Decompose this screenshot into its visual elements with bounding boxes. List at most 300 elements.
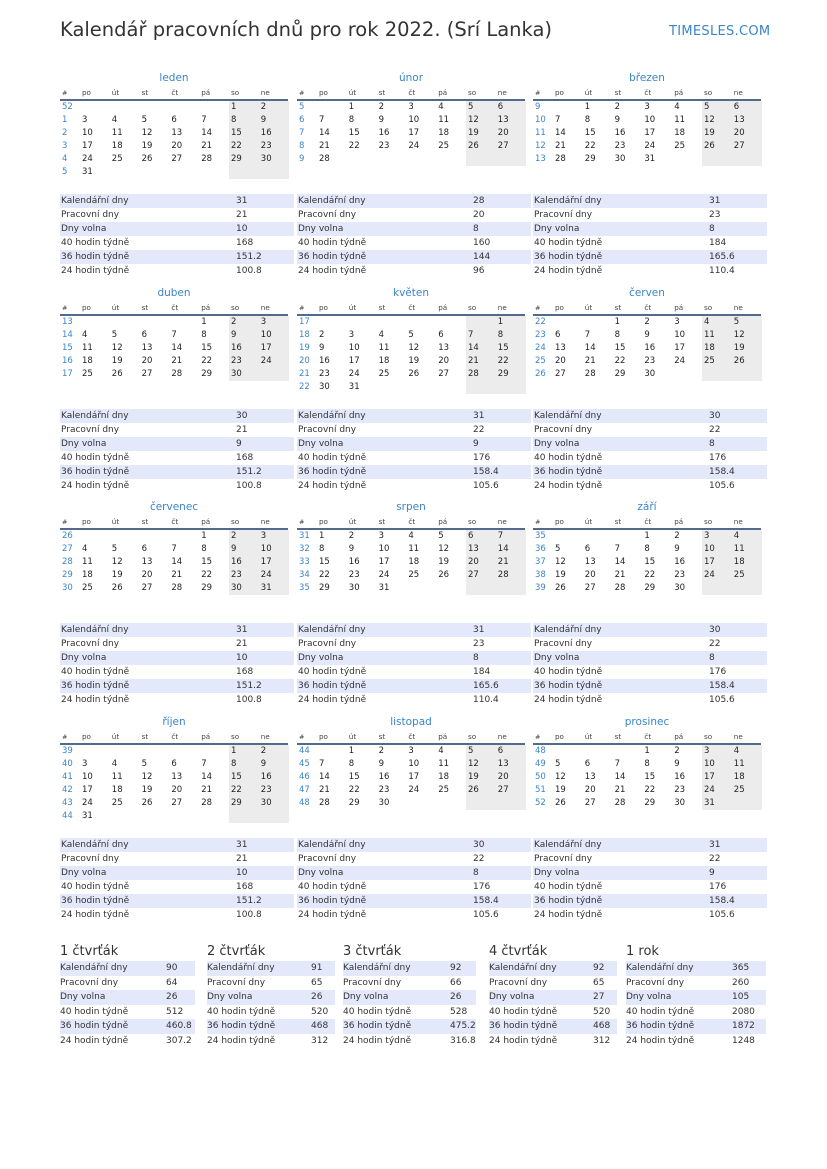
- day-cell: 13: [141, 557, 153, 567]
- day-cell: 26: [732, 355, 762, 368]
- day-cell: 30: [319, 382, 330, 392]
- summary-row: [207, 1005, 335, 1020]
- day-cell: 8: [614, 330, 621, 340]
- summary-value: 2080: [732, 1006, 755, 1017]
- day-cell: 2: [674, 531, 680, 541]
- weekday-header: so: [468, 303, 477, 312]
- stats-row: [60, 852, 294, 866]
- day-cell: 30: [259, 153, 289, 166]
- weekday-header: čt: [171, 732, 179, 741]
- stats-label: Pracovní dny: [61, 854, 120, 864]
- stats-value: 144: [473, 252, 491, 262]
- day-cell: 6: [584, 544, 591, 554]
- day-cell: 23: [348, 570, 360, 580]
- week-number: 26: [62, 531, 73, 541]
- weekday-header: pá: [438, 88, 448, 97]
- summary-label: 24 hodin týdně: [60, 1035, 129, 1046]
- brand-link[interactable]: TIMESLES.COM: [669, 24, 771, 39]
- day-cell: 2: [348, 531, 355, 541]
- week-row: [533, 543, 761, 556]
- week-number: 36: [535, 544, 546, 554]
- month-stats-table: [533, 194, 767, 278]
- day-cell: [169, 745, 199, 758]
- weekday-header: po: [555, 732, 564, 741]
- stats-row: [297, 479, 531, 493]
- stats-value: 21: [236, 425, 248, 435]
- weekday-header: st: [141, 303, 149, 312]
- day-cell: 9: [259, 114, 289, 127]
- week-number: 34: [299, 570, 310, 580]
- summary-value: 1248: [732, 1035, 755, 1046]
- day-cell: 15: [614, 343, 626, 353]
- day-cell: [466, 381, 496, 394]
- day-cell: 7: [319, 115, 325, 125]
- day-cell: [496, 153, 526, 166]
- stats-row: [533, 236, 767, 250]
- summary-value: 26: [311, 992, 323, 1003]
- weekday-header: ne: [497, 732, 507, 741]
- weekday-header: so: [231, 517, 240, 526]
- stats-row: [533, 880, 767, 894]
- stats-value: 105.6: [709, 910, 735, 920]
- week-row: [60, 745, 288, 758]
- weekday-header: #: [62, 518, 68, 526]
- stats-row: [60, 208, 294, 222]
- day-cell: 28: [319, 798, 330, 808]
- stats-row: [533, 222, 767, 236]
- day-cell: 18: [111, 785, 123, 795]
- day-cell: 20: [732, 127, 762, 140]
- summary-row: [343, 1005, 476, 1020]
- week-row: [533, 316, 761, 329]
- stats-row: [297, 236, 531, 250]
- day-cell: 2: [644, 317, 650, 327]
- week-row: [533, 329, 761, 342]
- day-cell: 23: [229, 569, 259, 582]
- stats-row: [60, 437, 294, 451]
- day-cell: 9: [644, 330, 650, 340]
- stats-row: [297, 222, 531, 236]
- week-number: 39: [535, 583, 546, 593]
- day-cell: 12: [408, 343, 420, 353]
- day-cell: 18: [438, 128, 450, 138]
- month-name: srpen: [396, 501, 426, 513]
- weekday-header: st: [378, 88, 386, 97]
- stats-label: 40 hodin týdně: [61, 667, 130, 677]
- stats-row: [297, 665, 531, 679]
- day-cell: [259, 810, 289, 823]
- week-number: 11: [535, 128, 546, 138]
- day-cell: 27: [141, 369, 153, 379]
- day-cell: 16: [674, 557, 686, 567]
- day-cell: 12: [702, 114, 732, 127]
- weekday-header: po: [319, 517, 328, 526]
- week-number: 46: [299, 772, 310, 782]
- weekday-header-row: [533, 516, 761, 530]
- day-cell: 10: [259, 543, 289, 556]
- day-cell: 27: [584, 798, 596, 808]
- day-cell: 6: [584, 759, 591, 769]
- summary-block-1: [60, 943, 195, 1049]
- day-cell: 25: [438, 785, 450, 795]
- day-cell: 12: [555, 772, 566, 782]
- stats-value: 105.6: [473, 910, 499, 920]
- day-cell: 2: [614, 102, 621, 112]
- stats-row: [297, 838, 531, 852]
- month-stats-table: [297, 194, 531, 278]
- stats-row: [60, 894, 294, 908]
- day-cell: 1: [229, 745, 259, 758]
- day-cell: 22: [229, 784, 259, 797]
- month-name: červenec: [149, 501, 199, 513]
- day-cell: 5: [141, 115, 148, 125]
- day-cell: 14: [614, 557, 626, 567]
- day-cell: 19: [466, 771, 496, 784]
- day-cell: 15: [348, 128, 360, 138]
- stats-value: 31: [709, 840, 721, 850]
- week-number: 25: [535, 356, 546, 366]
- day-cell: [613, 745, 643, 758]
- day-cell: 5: [466, 101, 496, 114]
- day-cell: 9: [229, 329, 259, 342]
- week-row: [297, 797, 525, 810]
- stats-value: 10: [236, 224, 248, 234]
- day-cell: 29: [201, 583, 213, 593]
- month-stats-table: [533, 409, 767, 493]
- weekday-header: so: [468, 732, 477, 741]
- stats-value: 151.2: [236, 896, 262, 906]
- month-name: říjen: [162, 716, 186, 728]
- day-cell: 26: [702, 140, 732, 153]
- day-cell: 2: [674, 746, 680, 756]
- day-cell: 2: [259, 745, 289, 758]
- day-cell: 15: [644, 557, 656, 567]
- day-cell: 8: [644, 759, 650, 769]
- stats-label: 24 hodin týdně: [298, 481, 367, 491]
- week-row: [297, 114, 525, 127]
- day-cell: [672, 153, 702, 166]
- stats-label: 40 hodin týdně: [298, 453, 367, 463]
- day-cell: 28: [466, 368, 496, 381]
- day-cell: 5: [408, 330, 414, 340]
- week-number: 52: [535, 798, 546, 808]
- day-cell: 23: [259, 784, 289, 797]
- stats-row: [533, 208, 767, 222]
- day-cell: 17: [674, 343, 686, 353]
- day-cell: 16: [644, 343, 656, 353]
- stats-label: Kalendářní dny: [298, 625, 366, 635]
- stats-row: [60, 880, 294, 894]
- day-cell: [377, 316, 407, 329]
- day-cell: [347, 153, 377, 166]
- day-cell: 17: [408, 128, 420, 138]
- stats-row: [297, 637, 531, 651]
- day-cell: 22: [644, 785, 656, 795]
- weekday-header: čt: [171, 303, 179, 312]
- summary-block-5: [626, 943, 766, 1049]
- weekday-header: ne: [733, 88, 743, 97]
- day-cell: 22: [644, 570, 656, 580]
- day-cell: 9: [348, 544, 355, 554]
- day-cell: 10: [644, 115, 656, 125]
- summary-table: [343, 961, 476, 1049]
- weekday-header: čt: [644, 303, 652, 312]
- day-cell: 25: [408, 570, 420, 580]
- week-number: 41: [62, 772, 73, 782]
- day-cell: 3: [378, 531, 385, 541]
- stats-row: [533, 451, 767, 465]
- day-cell: 30: [229, 582, 259, 595]
- day-cell: 27: [171, 798, 183, 808]
- day-cell: [436, 153, 466, 166]
- week-row: [297, 543, 525, 556]
- day-cell: [583, 316, 613, 329]
- week-number: 12: [535, 141, 546, 151]
- day-cell: 12: [438, 544, 450, 554]
- weekday-header-row: [60, 302, 288, 316]
- week-number: 33: [299, 557, 310, 567]
- week-row: [533, 127, 761, 140]
- day-cell: 8: [584, 115, 591, 125]
- day-cell: 12: [732, 329, 762, 342]
- month-stats-table: [60, 623, 294, 707]
- summary-label: 36 hodin týdně: [207, 1021, 276, 1032]
- day-cell: 30: [674, 583, 686, 593]
- day-cell: 10: [348, 343, 360, 353]
- day-cell: 30: [259, 797, 289, 810]
- summary-value: 468: [311, 1021, 329, 1032]
- day-cell: 10: [82, 772, 93, 782]
- weekday-header: st: [141, 517, 149, 526]
- day-cell: 23: [614, 141, 626, 151]
- month-stats-table: [60, 838, 294, 922]
- day-cell: 8: [644, 544, 650, 554]
- weekday-header: so: [704, 88, 713, 97]
- day-cell: 26: [555, 798, 566, 808]
- day-cell: [80, 101, 110, 114]
- day-cell: 11: [111, 128, 123, 138]
- day-cell: [169, 530, 199, 543]
- stats-label: Dny volna: [61, 439, 107, 449]
- day-cell: [496, 797, 526, 810]
- summary-value: 65: [593, 977, 605, 988]
- day-cell: 13: [171, 128, 183, 138]
- day-cell: 13: [466, 543, 496, 556]
- day-cell: 16: [229, 342, 259, 355]
- day-cell: [80, 530, 110, 543]
- week-number: 2: [62, 128, 68, 138]
- day-cell: 13: [496, 758, 526, 771]
- stats-value: 100.8: [236, 695, 262, 705]
- week-number: 13: [535, 154, 546, 164]
- summary-table: [489, 961, 617, 1049]
- summary-label: 40 hodin týdně: [207, 1006, 276, 1017]
- weekday-header: pá: [201, 732, 211, 741]
- day-cell: 15: [584, 128, 596, 138]
- summary-value: 520: [593, 1006, 611, 1017]
- day-cell: 21: [201, 141, 213, 151]
- stats-value: 158.4: [709, 467, 735, 477]
- day-cell: 12: [111, 557, 123, 567]
- stats-row: [533, 250, 767, 264]
- day-cell: 4: [111, 759, 118, 769]
- day-cell: 16: [348, 557, 360, 567]
- month-stats-table: [60, 194, 294, 278]
- stats-label: Pracovní dny: [534, 639, 593, 649]
- weekday-header: čt: [408, 732, 416, 741]
- stats-row: [60, 665, 294, 679]
- day-cell: 6: [171, 115, 177, 125]
- weekday-header: pá: [674, 732, 684, 741]
- weekday-header: so: [231, 88, 240, 97]
- weekday-header: st: [378, 517, 386, 526]
- day-cell: 26: [466, 784, 496, 797]
- week-row: [297, 582, 525, 595]
- summary-row: [343, 976, 476, 991]
- summary-block-3: [343, 943, 476, 1049]
- summary-label: Pracovní dny: [207, 977, 266, 988]
- day-cell: 20: [171, 785, 183, 795]
- week-row: [533, 582, 761, 595]
- week-row: [297, 381, 525, 394]
- day-cell: 1: [496, 316, 526, 329]
- stats-value: 20: [473, 210, 485, 220]
- day-cell: 6: [496, 101, 526, 114]
- day-cell: 22: [496, 355, 526, 368]
- day-cell: 21: [496, 556, 526, 569]
- week-row: [60, 569, 288, 582]
- week-number: 13: [62, 317, 73, 327]
- week-number: 8: [299, 141, 305, 151]
- day-cell: 7: [171, 330, 177, 340]
- stats-value: 9: [709, 868, 715, 878]
- day-cell: 3: [644, 102, 650, 112]
- day-cell: [80, 316, 110, 329]
- stats-row: [60, 623, 294, 637]
- day-cell: 11: [438, 759, 450, 769]
- day-cell: 28: [171, 583, 183, 593]
- day-cell: 15: [348, 772, 360, 782]
- summary-title: 4 čtvrťák: [489, 944, 548, 959]
- day-cell: 23: [378, 785, 390, 795]
- day-cell: [110, 166, 140, 179]
- stats-value: 8: [709, 653, 715, 663]
- stats-label: 24 hodin týdně: [298, 910, 367, 920]
- week-row: [533, 101, 761, 114]
- stats-row: [297, 264, 531, 278]
- weekday-header: út: [348, 517, 357, 526]
- day-cell: 15: [201, 557, 213, 567]
- day-cell: 9: [674, 759, 680, 769]
- weekday-header: ne: [497, 517, 507, 526]
- day-cell: 16: [319, 356, 330, 366]
- day-cell: 20: [466, 556, 496, 569]
- day-cell: [199, 810, 229, 823]
- day-cell: 29: [348, 798, 360, 808]
- weekday-header: po: [82, 732, 91, 741]
- day-cell: 16: [229, 556, 259, 569]
- month-calendar-grid: [60, 302, 288, 381]
- day-cell: [317, 745, 347, 758]
- weekday-header: ne: [260, 88, 270, 97]
- summary-row: [207, 1019, 335, 1034]
- weekday-header: po: [555, 517, 564, 526]
- stats-label: 40 hodin týdně: [534, 667, 603, 677]
- day-cell: [199, 166, 229, 179]
- week-row: [60, 355, 288, 368]
- day-cell: [377, 153, 407, 166]
- week-row: [60, 329, 288, 342]
- day-cell: 4: [674, 102, 680, 112]
- stats-label: Dny volna: [298, 868, 344, 878]
- stats-row: [533, 651, 767, 665]
- weekday-header-row: [297, 87, 525, 101]
- day-cell: 23: [674, 785, 686, 795]
- weekday-header: út: [348, 303, 357, 312]
- day-cell: 4: [378, 330, 385, 340]
- day-cell: 2: [378, 102, 385, 112]
- day-cell: 10: [259, 329, 289, 342]
- weekday-header: ne: [260, 517, 270, 526]
- stats-label: 24 hodin týdně: [298, 266, 367, 276]
- day-cell: 20: [141, 570, 153, 580]
- day-cell: 14: [319, 772, 330, 782]
- day-cell: 20: [496, 771, 526, 784]
- day-cell: 1: [229, 101, 259, 114]
- stats-row: [533, 623, 767, 637]
- week-number: 30: [62, 583, 73, 593]
- stats-label: 36 hodin týdně: [61, 252, 130, 262]
- weekday-header: #: [62, 733, 68, 741]
- stats-value: 176: [709, 882, 727, 892]
- summary-row: [207, 976, 335, 991]
- day-cell: 7: [201, 115, 207, 125]
- summary-label: Kalendářní dny: [626, 963, 694, 973]
- stats-row: [297, 409, 531, 423]
- day-cell: 31: [82, 167, 93, 177]
- week-number: 37: [535, 557, 546, 567]
- day-cell: 30: [229, 368, 259, 381]
- week-row: [60, 771, 288, 784]
- day-cell: [140, 530, 170, 543]
- weekday-header: út: [348, 732, 357, 741]
- stats-value: 176: [709, 667, 727, 677]
- day-cell: 23: [259, 140, 289, 153]
- week-row: [297, 153, 525, 166]
- day-cell: 7: [614, 544, 621, 554]
- stats-row: [533, 264, 767, 278]
- day-cell: 17: [644, 128, 656, 138]
- week-row: [60, 556, 288, 569]
- weekday-header-row: [297, 302, 525, 316]
- day-cell: 29: [496, 368, 526, 381]
- month-stats-table: [533, 623, 767, 707]
- week-row: [297, 127, 525, 140]
- day-cell: 16: [259, 127, 289, 140]
- summary-label: Pracovní dny: [626, 977, 685, 988]
- week-number: 44: [62, 811, 73, 821]
- day-cell: 28: [496, 569, 526, 582]
- day-cell: 25: [438, 141, 450, 151]
- day-cell: 6: [141, 544, 148, 554]
- day-cell: 18: [732, 556, 762, 569]
- summary-label: Kalendářní dny: [489, 963, 557, 973]
- stats-value: 158.4: [473, 467, 499, 477]
- summary-value: 460.8: [166, 1021, 192, 1032]
- stats-value: 21: [236, 854, 248, 864]
- weekday-header: čt: [644, 88, 652, 97]
- summary-value: 316.8: [450, 1035, 476, 1046]
